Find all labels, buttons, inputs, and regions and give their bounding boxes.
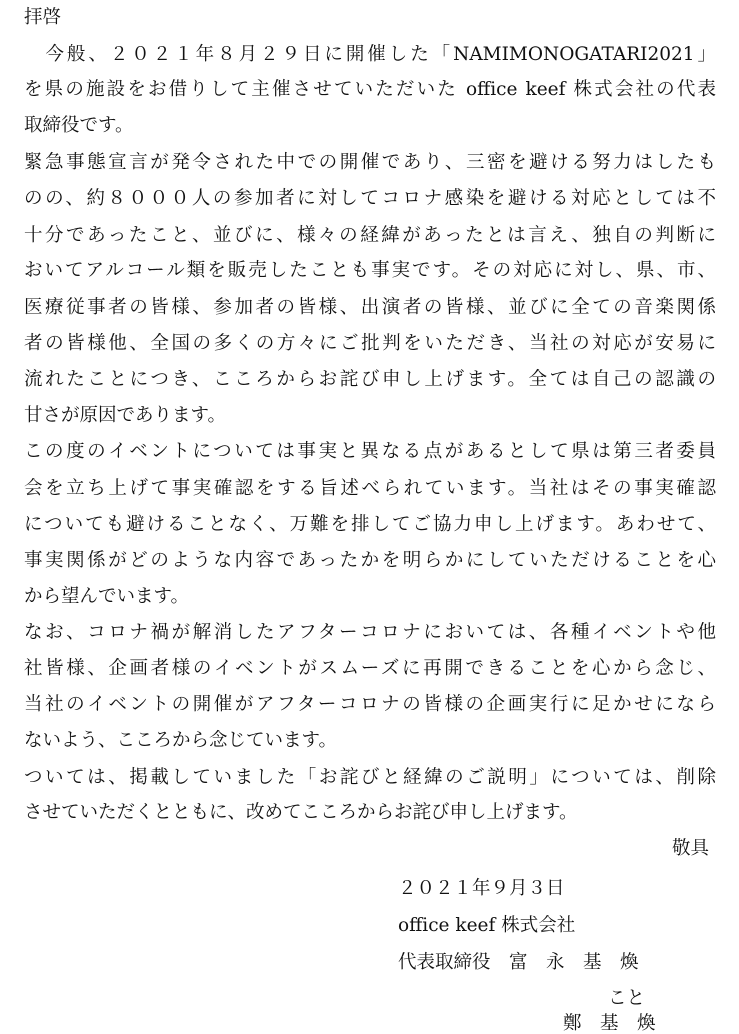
body-line: 流れたことにつき、こころからお詫び申し上げます。全ては自己の認識の: [24, 369, 716, 390]
body-line: 今般、２０２１年８月２９日に開催した「NAMIMONOGATARI2021」: [24, 44, 716, 65]
letter-date: ２０２１年９月３日: [398, 878, 565, 899]
opening-salutation: 拝啓: [24, 7, 62, 28]
body-line: 者の皆様他、全国の多くの方々にご批判をいただき、当社の対応が安易に: [24, 333, 716, 354]
signer-alt-name: 鄭 基 煥: [563, 1013, 656, 1034]
company-name: office keef 株式会社: [398, 915, 576, 936]
body-line: 社皆様、企画者様のイベントがスムーズに再開できることを心から念じ、: [24, 658, 716, 679]
body-line: 医療従事者の皆様、参加者の皆様、出演者の皆様、並びに全ての音楽関係: [24, 297, 716, 318]
body-line: 緊急事態宣言が発令された中での開催であり、三密を避ける努力はしたも: [24, 152, 716, 173]
also-known-as: こと: [608, 988, 646, 1009]
body-line: についても避けることなく、万難を排してご協力申し上げます。あわせて、: [24, 514, 716, 535]
body-line: のの、約８０００人の参加者に対してコロナ感染を避ける対応としては不: [24, 188, 716, 209]
body-line: を県の施設をお借りして主催させていただいた office keef 株式会社の代表: [24, 79, 716, 100]
body-line: おいてアルコール類を販売したことも事実です。その対応に対し、県、市、: [24, 260, 716, 281]
body-line: 当社のイベントの開催がアフターコロナの皆様の企画実行に足かせになら: [24, 694, 716, 715]
body-line: 十分であったこと、並びに、様々の経緯があったとは言え、独自の判断に: [24, 225, 716, 246]
body-line: 甘さが原因であります。: [24, 405, 227, 426]
body-line: 取締役です。: [24, 115, 134, 136]
body-line: から望んでいます。: [24, 586, 190, 607]
body-line: 会を立ち上げて事実確認をする旨述べられています。当社はその事実確認: [24, 478, 716, 499]
body-line: ついては、掲載していました「お詫びと経緯のご説明」については、削除: [24, 767, 716, 788]
closing-salutation: 敬具: [671, 838, 709, 859]
signer-title-name: 代表取締役 富 永 基 煥: [398, 952, 639, 973]
body-line: 事実関係がどのような内容であったかを明らかにしていただけることを心: [24, 550, 716, 571]
body-line: なお、コロナ禍が解消したアフターコロナにおいては、各種イベントや他: [24, 622, 716, 643]
body-line: させていただくとともに、改めてこころからお詫び申し上げます。: [24, 802, 578, 823]
body-line: この度のイベントについては事実と異なる点があるとして県は第三者委員: [24, 441, 716, 462]
body-line: ないよう、こころから念じています。: [24, 730, 338, 751]
